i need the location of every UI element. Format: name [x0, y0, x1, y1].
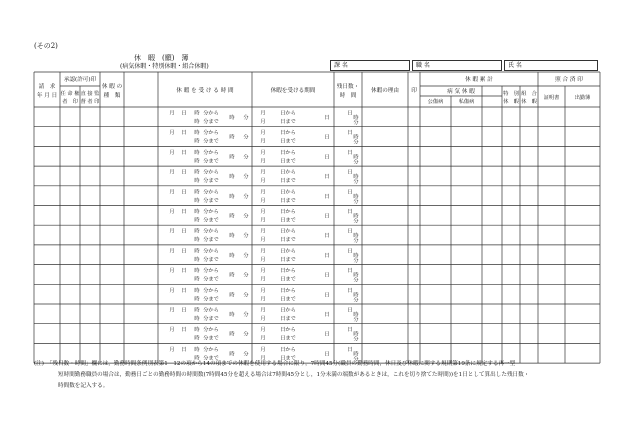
- row-remaining-day: 日: [347, 346, 353, 353]
- row-hour: 時: [194, 209, 200, 215]
- row-period-days: 日: [324, 154, 330, 161]
- row-hour: 時: [194, 110, 200, 117]
- row-remaining-day: 日: [347, 268, 353, 275]
- page-subtitle: (病気休暇・特別休暇・組合休暇): [120, 63, 209, 70]
- row-hour-to: 時: [194, 119, 200, 125]
- row-day: 日: [181, 169, 187, 176]
- header-reason: 休暇の理由: [371, 88, 399, 94]
- row-hour: 時: [194, 149, 200, 156]
- row-minute-from: 分から: [203, 287, 219, 294]
- row-remaining-hour: 時: [353, 351, 359, 358]
- row-period-day-to: 日まで: [280, 138, 296, 145]
- header-leave-type: 休 暇 の: [101, 84, 123, 90]
- row-period-month-to: 月: [260, 237, 266, 244]
- header-request-date: 請 求: [38, 84, 56, 90]
- row-period-month-to: 月: [260, 256, 266, 263]
- row-period-month-to: 月: [260, 355, 266, 362]
- section-name-label: 課 名: [334, 62, 348, 69]
- row-remaining-day: 日: [347, 248, 353, 255]
- row-month: 月: [169, 248, 175, 255]
- row-period-days: 日: [324, 233, 330, 240]
- header-check: 照 合 済 印: [555, 77, 583, 83]
- row-period-days: 日: [324, 115, 330, 121]
- row-period-month: 月: [260, 189, 266, 196]
- row-period-month: 月: [260, 287, 266, 294]
- row-total-minute: 分: [243, 174, 249, 181]
- row-minute-from: 分から: [203, 130, 219, 137]
- row-remaining-minute: 分: [353, 159, 359, 166]
- row-period-day-from: 日から: [280, 209, 296, 215]
- row-period-month: 月: [260, 169, 266, 176]
- row-hour-to: 時: [194, 178, 200, 185]
- row-total-hour: 時: [229, 351, 235, 358]
- row-period-month-to: 月: [260, 197, 266, 204]
- row-remaining-day: 日: [347, 209, 353, 215]
- header-approver-sub: 者 印: [62, 99, 78, 105]
- row-total-minute: 分: [243, 233, 249, 240]
- row-minute-to: 分まで: [203, 138, 219, 145]
- row-period-days: 日: [324, 331, 330, 338]
- header-supervisor-sub: 督 者 印: [80, 99, 100, 105]
- row-day: 日: [181, 209, 187, 215]
- row-period-day-to: 日まで: [280, 335, 296, 342]
- row-remaining-day: 日: [347, 110, 353, 117]
- row-hour: 時: [194, 130, 200, 137]
- row-minute-to: 分まで: [203, 197, 219, 204]
- row-period-month: 月: [260, 228, 266, 235]
- row-remaining-minute: 分: [353, 317, 359, 323]
- row-remaining-hour: 時: [353, 213, 359, 220]
- row-period-day-to: 日まで: [280, 296, 296, 303]
- row-period-days: 日: [324, 312, 330, 318]
- row-total-minute: 分: [243, 213, 249, 220]
- row-minute-to: 分まで: [203, 237, 219, 244]
- header-sick-leave: 病 気 休 暇: [447, 89, 475, 95]
- row-period-days: 日: [324, 134, 330, 141]
- row-remaining-day: 日: [347, 287, 353, 294]
- row-month: 月: [169, 307, 175, 314]
- note-line-1: (注) 「残日数・時間」欄には，勤務時間条例別表第1 12の項から14の項までの休暇を使用する場合に限り，7時間45分(職員の勤務時間，休日及び休暇に関する規則第19条に規定する再一型: [34, 361, 516, 367]
- row-total-hour: 時: [229, 115, 235, 121]
- row-hour-to: 時: [194, 138, 200, 145]
- row-day: 日: [181, 287, 187, 294]
- row-period-day-to: 日まで: [280, 355, 296, 362]
- header-remaining: 残日数・: [336, 84, 360, 90]
- row-remaining-hour: 時: [353, 154, 359, 161]
- row-month: 月: [169, 149, 175, 156]
- row-period-month: 月: [260, 327, 266, 334]
- row-hour: 時: [194, 268, 200, 275]
- row-total-minute: 分: [243, 134, 249, 141]
- row-remaining-hour: 時: [353, 331, 359, 338]
- name-label: 氏 名: [508, 62, 522, 69]
- row-month: 月: [169, 268, 175, 275]
- header-approver: 任 命 権: [60, 91, 80, 97]
- row-total-minute: 分: [243, 252, 249, 259]
- row-period-month: 月: [260, 130, 266, 137]
- row-hour-to: 時: [194, 296, 200, 303]
- row-period-day-from: 日から: [280, 189, 296, 196]
- row-hour-to: 時: [194, 197, 200, 204]
- header-leave-period: 休暇を受ける期間: [270, 88, 316, 94]
- row-period-day-from: 日から: [280, 149, 296, 156]
- row-hour: 時: [194, 346, 200, 353]
- row-remaining-minute: 分: [353, 238, 359, 245]
- row-period-month-to: 月: [260, 178, 266, 185]
- row-period-days: 日: [324, 213, 330, 220]
- row-minute-from: 分から: [203, 248, 219, 255]
- row-minute-to: 分まで: [203, 335, 219, 342]
- row-day: 日: [181, 228, 187, 235]
- header-request-date-sub: 年 月 日: [36, 93, 58, 99]
- row-month: 月: [169, 130, 175, 137]
- row-period-day-to: 日まで: [280, 158, 296, 165]
- row-period-days: 日: [324, 292, 330, 299]
- row-total-minute: 分: [243, 351, 249, 358]
- header-leave-time: 休 暇 を 受 け る 時 間: [176, 88, 234, 94]
- row-minute-from: 分から: [203, 169, 219, 176]
- position-label: 職 名: [416, 62, 430, 69]
- row-remaining-minute: 分: [353, 336, 359, 343]
- row-remaining-hour: 時: [353, 134, 359, 141]
- row-period-month: 月: [260, 149, 266, 156]
- header-special-sub: 休 暇: [503, 99, 519, 105]
- row-total-minute: 分: [243, 154, 249, 161]
- row-hour-to: 時: [194, 237, 200, 244]
- row-minute-from: 分から: [203, 307, 219, 314]
- row-period-month-to: 月: [260, 276, 266, 283]
- row-minute-to: 分まで: [203, 158, 219, 165]
- row-hour: 時: [194, 307, 200, 314]
- row-day: 日: [181, 189, 187, 196]
- header-union: 組 合: [521, 91, 537, 97]
- row-total-minute: 分: [243, 272, 249, 279]
- row-hour-to: 時: [194, 316, 200, 322]
- row-remaining-hour: 時: [353, 252, 359, 259]
- row-month: 月: [169, 169, 175, 176]
- row-period-month: 月: [260, 268, 266, 275]
- header-leave-type-sub: 種 類: [103, 93, 121, 99]
- header-certificate: 証明書: [543, 95, 560, 101]
- row-day: 日: [181, 346, 187, 353]
- row-day: 日: [181, 268, 187, 275]
- row-minute-to: 分まで: [203, 217, 219, 224]
- row-hour-to: 時: [194, 355, 200, 362]
- row-minute-to: 分まで: [203, 178, 219, 185]
- row-minute-from: 分から: [203, 228, 219, 235]
- row-day: 日: [181, 149, 187, 156]
- row-month: 月: [169, 327, 175, 334]
- row-hour: 時: [194, 248, 200, 255]
- row-remaining-day: 日: [347, 327, 353, 334]
- note-line-3: 時間数を記入する。: [58, 383, 109, 389]
- row-period-month: 月: [260, 307, 266, 314]
- row-total-minute: 分: [243, 193, 249, 200]
- row-remaining-minute: 分: [353, 139, 359, 146]
- row-hour: 時: [194, 189, 200, 196]
- header-tally: 休 暇 累 計: [465, 77, 493, 83]
- row-remaining-minute: 分: [353, 120, 359, 126]
- row-remaining-minute: 分: [353, 218, 359, 225]
- row-minute-to: 分まで: [203, 355, 219, 362]
- row-day: 日: [181, 307, 187, 314]
- header-remaining-sub: 時 間: [339, 93, 357, 99]
- row-period-day-from: 日から: [280, 287, 296, 294]
- row-remaining-hour: 時: [353, 233, 359, 240]
- row-minute-from: 分から: [203, 346, 219, 353]
- header-supervisor: 直 接 監: [80, 91, 100, 97]
- header-private-injury: 私傷病: [458, 99, 475, 105]
- row-total-hour: 時: [229, 272, 235, 279]
- row-total-hour: 時: [229, 213, 235, 220]
- row-hour-to: 時: [194, 256, 200, 263]
- section-label: (その2): [34, 42, 58, 50]
- row-period-month-to: 月: [260, 335, 266, 342]
- row-total-hour: 時: [229, 292, 235, 299]
- row-total-hour: 時: [229, 134, 235, 141]
- row-period-month-to: 月: [260, 158, 266, 165]
- row-remaining-minute: 分: [353, 297, 359, 304]
- row-hour: 時: [194, 228, 200, 235]
- header-seal: 印: [411, 88, 417, 94]
- row-period-day-to: 日まで: [280, 237, 296, 244]
- row-period-day-to: 日まで: [280, 217, 296, 224]
- row-period-month: 月: [260, 110, 266, 117]
- row-period-days: 日: [324, 252, 330, 259]
- row-remaining-minute: 分: [353, 277, 359, 284]
- row-hour: 時: [194, 327, 200, 334]
- row-remaining-day: 日: [347, 228, 353, 235]
- row-minute-from: 分から: [203, 149, 219, 156]
- row-minute-from: 分から: [203, 268, 219, 275]
- row-total-minute: 分: [243, 292, 249, 299]
- row-total-minute: 分: [243, 312, 249, 318]
- row-remaining-hour: 時: [353, 292, 359, 299]
- row-day: 日: [181, 327, 187, 334]
- row-period-day-from: 日から: [280, 327, 296, 334]
- row-period-month-to: 月: [260, 138, 266, 145]
- row-period-day-from: 日から: [280, 228, 296, 235]
- page-title: 休 暇 (願) 簿: [134, 54, 189, 62]
- row-hour: 時: [194, 169, 200, 176]
- row-month: 月: [169, 110, 175, 117]
- row-period-month-to: 月: [260, 119, 266, 125]
- row-period-month: 月: [260, 346, 266, 353]
- row-minute-to: 分まで: [203, 276, 219, 283]
- row-total-hour: 時: [229, 233, 235, 240]
- row-remaining-day: 日: [347, 130, 353, 137]
- row-period-day-to: 日まで: [280, 256, 296, 263]
- row-minute-from: 分から: [203, 209, 219, 215]
- row-period-day-from: 日から: [280, 130, 296, 137]
- row-period-days: 日: [324, 174, 330, 181]
- row-period-day-to: 日まで: [280, 316, 296, 322]
- header-union-sub: 休 暇: [521, 99, 537, 105]
- row-period-day-to: 日まで: [280, 119, 296, 125]
- row-minute-from: 分から: [203, 327, 219, 334]
- row-total-hour: 時: [229, 252, 235, 259]
- row-hour-to: 時: [194, 217, 200, 224]
- row-month: 月: [169, 346, 175, 353]
- row-period-days: 日: [324, 193, 330, 200]
- row-remaining-day: 日: [347, 307, 353, 314]
- row-hour: 時: [194, 287, 200, 294]
- row-remaining-minute: 分: [353, 198, 359, 205]
- row-period-day-to: 日まで: [280, 276, 296, 283]
- row-remaining-hour: 時: [353, 272, 359, 279]
- row-total-hour: 時: [229, 193, 235, 200]
- row-period-month: 月: [260, 248, 266, 255]
- row-remaining-hour: 時: [353, 115, 359, 121]
- row-period-day-to: 日まで: [280, 197, 296, 204]
- row-hour-to: 時: [194, 335, 200, 342]
- row-total-minute: 分: [243, 115, 249, 121]
- row-remaining-day: 日: [347, 149, 353, 156]
- row-period-day-from: 日から: [280, 110, 296, 117]
- row-period-day-to: 日まで: [280, 178, 296, 185]
- row-period-month-to: 月: [260, 296, 266, 303]
- row-remaining-minute: 分: [353, 356, 359, 363]
- row-day: 日: [181, 248, 187, 255]
- row-total-minute: 分: [243, 331, 249, 338]
- row-hour-to: 時: [194, 276, 200, 283]
- header-approval: 承認(許可)印: [63, 77, 97, 83]
- row-total-hour: 時: [229, 312, 235, 318]
- row-month: 月: [169, 209, 175, 215]
- row-period-day-from: 日から: [280, 248, 296, 255]
- row-month: 月: [169, 287, 175, 294]
- row-remaining-hour: 時: [353, 312, 359, 318]
- row-day: 日: [181, 110, 187, 117]
- header-special: 特 別: [503, 91, 519, 97]
- row-minute-from: 分から: [203, 189, 219, 196]
- note-line-2: 短時間勤務職員の場合は，勤務日ごとの勤務時間の時間数(7時間45分を超える場合は7時間45分とし，1分未満の端数があるときは，これを切り捨てた時間))を1日として算出した残日数・: [58, 372, 530, 378]
- row-remaining-hour: 時: [353, 174, 359, 181]
- row-minute-from: 分から: [203, 110, 219, 117]
- row-remaining-hour: 時: [353, 193, 359, 200]
- header-attendance: 出勤簿: [574, 95, 591, 101]
- row-total-hour: 時: [229, 174, 235, 181]
- row-minute-to: 分まで: [203, 119, 219, 125]
- row-period-day-from: 日から: [280, 346, 296, 353]
- row-remaining-day: 日: [347, 189, 353, 196]
- row-hour-to: 時: [194, 158, 200, 165]
- row-minute-to: 分まで: [203, 316, 219, 322]
- row-day: 日: [181, 130, 187, 137]
- row-month: 月: [169, 228, 175, 235]
- row-total-hour: 時: [229, 154, 235, 161]
- row-period-day-from: 日から: [280, 268, 296, 275]
- row-period-day-from: 日から: [280, 169, 296, 176]
- row-period-month-to: 月: [260, 217, 266, 224]
- row-total-hour: 時: [229, 331, 235, 338]
- row-period-day-from: 日から: [280, 307, 296, 314]
- row-minute-to: 分まで: [203, 256, 219, 263]
- row-remaining-minute: 分: [353, 257, 359, 264]
- row-remaining-minute: 分: [353, 179, 359, 186]
- row-period-days: 日: [324, 272, 330, 279]
- row-period-days: 日: [324, 351, 330, 358]
- row-period-month: 月: [260, 209, 266, 215]
- row-month: 月: [169, 189, 175, 196]
- row-period-month-to: 月: [260, 316, 266, 322]
- row-remaining-day: 日: [347, 169, 353, 176]
- row-minute-to: 分まで: [203, 296, 219, 303]
- header-official-injury: 公傷病: [427, 99, 444, 105]
